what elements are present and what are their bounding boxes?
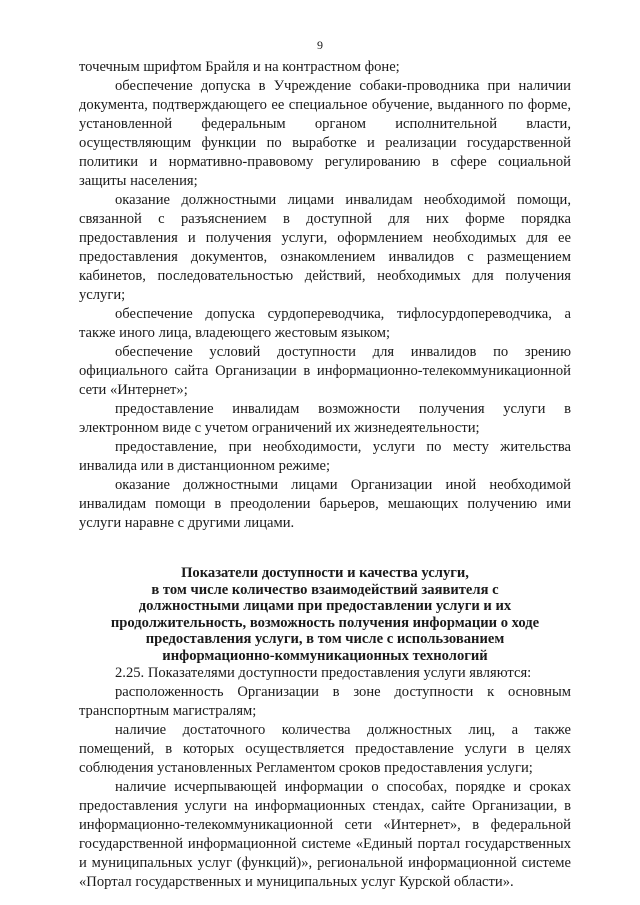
- heading-line: в том числе количество взаимодействий заявителя с: [151, 581, 499, 598]
- heading-line: предоставления услуги, в том числе с использованием: [145, 631, 505, 647]
- paragraph-barrier-help: оказание должностными лицами Организации иной необходимой инвалидам помощи в преодолении барьеров, мешающих получению ими услуги наравне с другими лицами.: [79, 477, 571, 531]
- page-content: [79, 58, 571, 892]
- paragraph-braille-continuation: точечным шрифтом Брайля и на контрастном фоне;: [79, 59, 400, 75]
- heading-line: Показатели доступности и качества услуги,: [181, 565, 469, 581]
- paragraph-home-service: предоставление, при необходимости, услуги по месту жительства инвалида или в дистанционном режиме;: [79, 439, 571, 474]
- heading-line: должностными лицами при предоставлении услуги и их: [138, 598, 512, 614]
- paragraph-clause-2-25: 2.25. Показателями доступности предоставления услуги являются:: [115, 665, 532, 681]
- paragraph-sign-interpreter: обеспечение допуска сурдопереводчика, тифлосурдопереводчика, а также иного лица, владеющего жестовым языком;: [79, 306, 571, 341]
- paragraph-assistance: оказание должностными лицами инвалидам необходимой помощи, связанной с разъяснением в доступной для них форме порядка предоставления и получения услуги, оформлением необходимых для ее предоставления документов, ознакомлением инвалидов с размещением кабинетов, последовательностью действий, необходимых для получения услуги;: [79, 192, 571, 303]
- page-number: 9: [317, 38, 323, 52]
- heading-line: информационно-коммуникационных технологий: [162, 647, 488, 664]
- paragraph-information-availability: наличие исчерпывающей информации о способах, порядке и сроках предоставления услуги на информационных стендах, сайте Организации, в информационно-телекоммуникационной сети «Интернет», в федеральной государственной информационной системе «Единый портал государственных и муниципальных услуг (функций)», региональной информационной системе «Портал государственных и муниципальных услуг Курской области».: [79, 779, 571, 890]
- paragraph-transport-access: расположенность Организации в зоне доступности к основным транспортным магистралям;: [79, 684, 571, 719]
- section-heading: [79, 565, 571, 664]
- paragraph-guide-dog: обеспечение допуска в Учреждение собаки-проводника при наличии документа, подтверждающего ее специальное обучение, выданного по форме, установленной федеральным органом исполнительной власти, осуществляющим функции по выработке и реализации государственной политики и нормативно-правовому регулированию в сфере социальной защиты населения;: [79, 78, 571, 189]
- paragraph-electronic-service: предоставление инвалидам возможности получения услуги в электронном виде с учетом ограничений их жизнедеятельности;: [79, 401, 571, 436]
- heading-line: продолжительность, возможность получения информации о ходе: [110, 614, 540, 631]
- paragraph-staff-premises: наличие достаточного количества должностных лиц, а также помещений, в которых осуществляется предоставление услуги в целях соблюдения установленных Регламентом сроков предоставления услуги;: [79, 722, 571, 776]
- paragraph-website-accessibility: обеспечение условий доступности для инвалидов по зрению официального сайта Организации в информационно-телекоммуникационной сети «Интернет»;: [79, 344, 571, 398]
